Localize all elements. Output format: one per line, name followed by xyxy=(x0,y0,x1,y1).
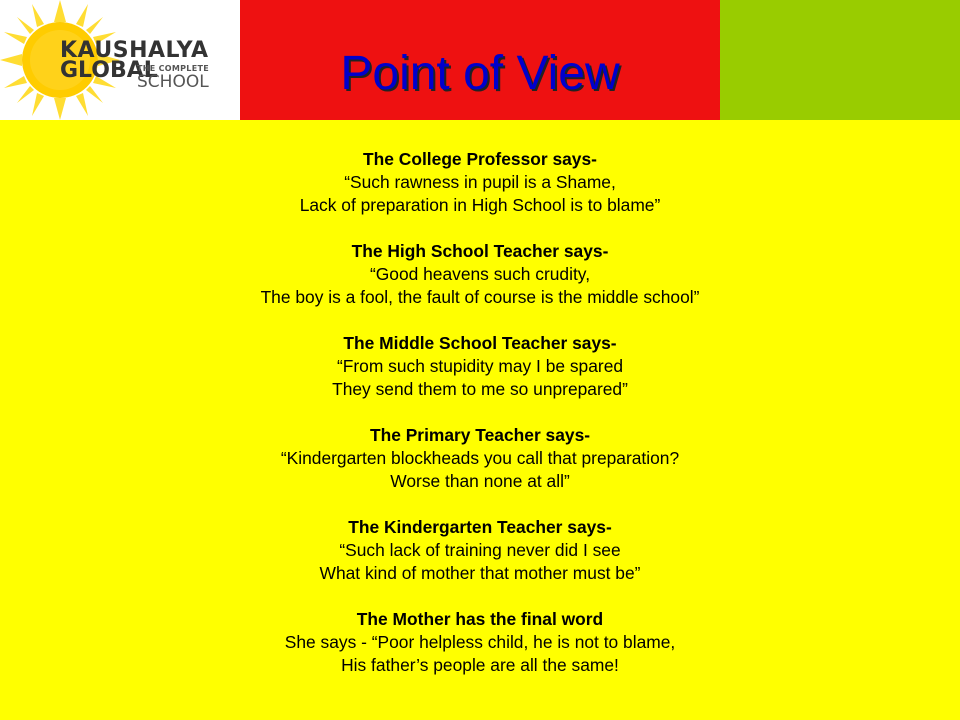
quote-line: “Good heavens such crudity, xyxy=(369,264,591,284)
quote-line: “Such rawness in pupil is a Shame, xyxy=(344,172,616,192)
poem-stanza-college-professor xyxy=(0,148,960,217)
quote-line: “From such stupidity may I be spared xyxy=(336,356,624,376)
quote-line: His father’s people are all the same! xyxy=(341,655,619,675)
poem-stanza-middle-school-teacher xyxy=(0,332,960,401)
quote-line: She says - “Poor helpless child, he is not to blame, xyxy=(284,632,676,652)
quote-line: They send them to me so unprepared” xyxy=(332,379,628,399)
speaker-label: The Mother has the final word xyxy=(356,609,604,629)
speaker-label: The College Professor says- xyxy=(363,149,597,169)
quote-line: Lack of preparation in High School is to blame” xyxy=(299,195,661,215)
quote-line: “Kindergarten blockheads you call that preparation? xyxy=(280,448,680,468)
header-green-band xyxy=(720,0,960,120)
slide-title: Point of View xyxy=(340,47,620,100)
poem-stanza-primary-teacher xyxy=(0,424,960,493)
quote-line: Worse than none at all” xyxy=(390,471,570,491)
logo-word-global: GLOBAL xyxy=(60,58,158,83)
speaker-label: The Primary Teacher says- xyxy=(369,425,591,445)
speaker-label: The Middle School Teacher says- xyxy=(343,333,617,353)
poem-stanza-high-school-teacher xyxy=(0,240,960,309)
logo-tagline-big: SCHOOL xyxy=(137,72,209,92)
quote-line: “Such lack of training never did I see xyxy=(339,540,621,560)
logo-word-kaushalya: KAUSHALYA xyxy=(60,38,209,63)
speaker-label: The Kindergarten Teacher says- xyxy=(348,517,612,537)
poem-stanza-kindergarten-teacher xyxy=(0,516,960,585)
slide-header xyxy=(0,0,960,120)
logo-tagline-small: THE COMPLETE xyxy=(137,64,209,73)
speaker-label: The High School Teacher says- xyxy=(351,241,609,261)
poem-stanza-mother xyxy=(0,608,960,677)
poem-body xyxy=(0,148,960,700)
school-logo xyxy=(0,0,240,120)
quote-line: What kind of mother that mother must be” xyxy=(319,563,641,583)
quote-line: The boy is a fool, the fault of course is the middle school” xyxy=(260,287,700,307)
